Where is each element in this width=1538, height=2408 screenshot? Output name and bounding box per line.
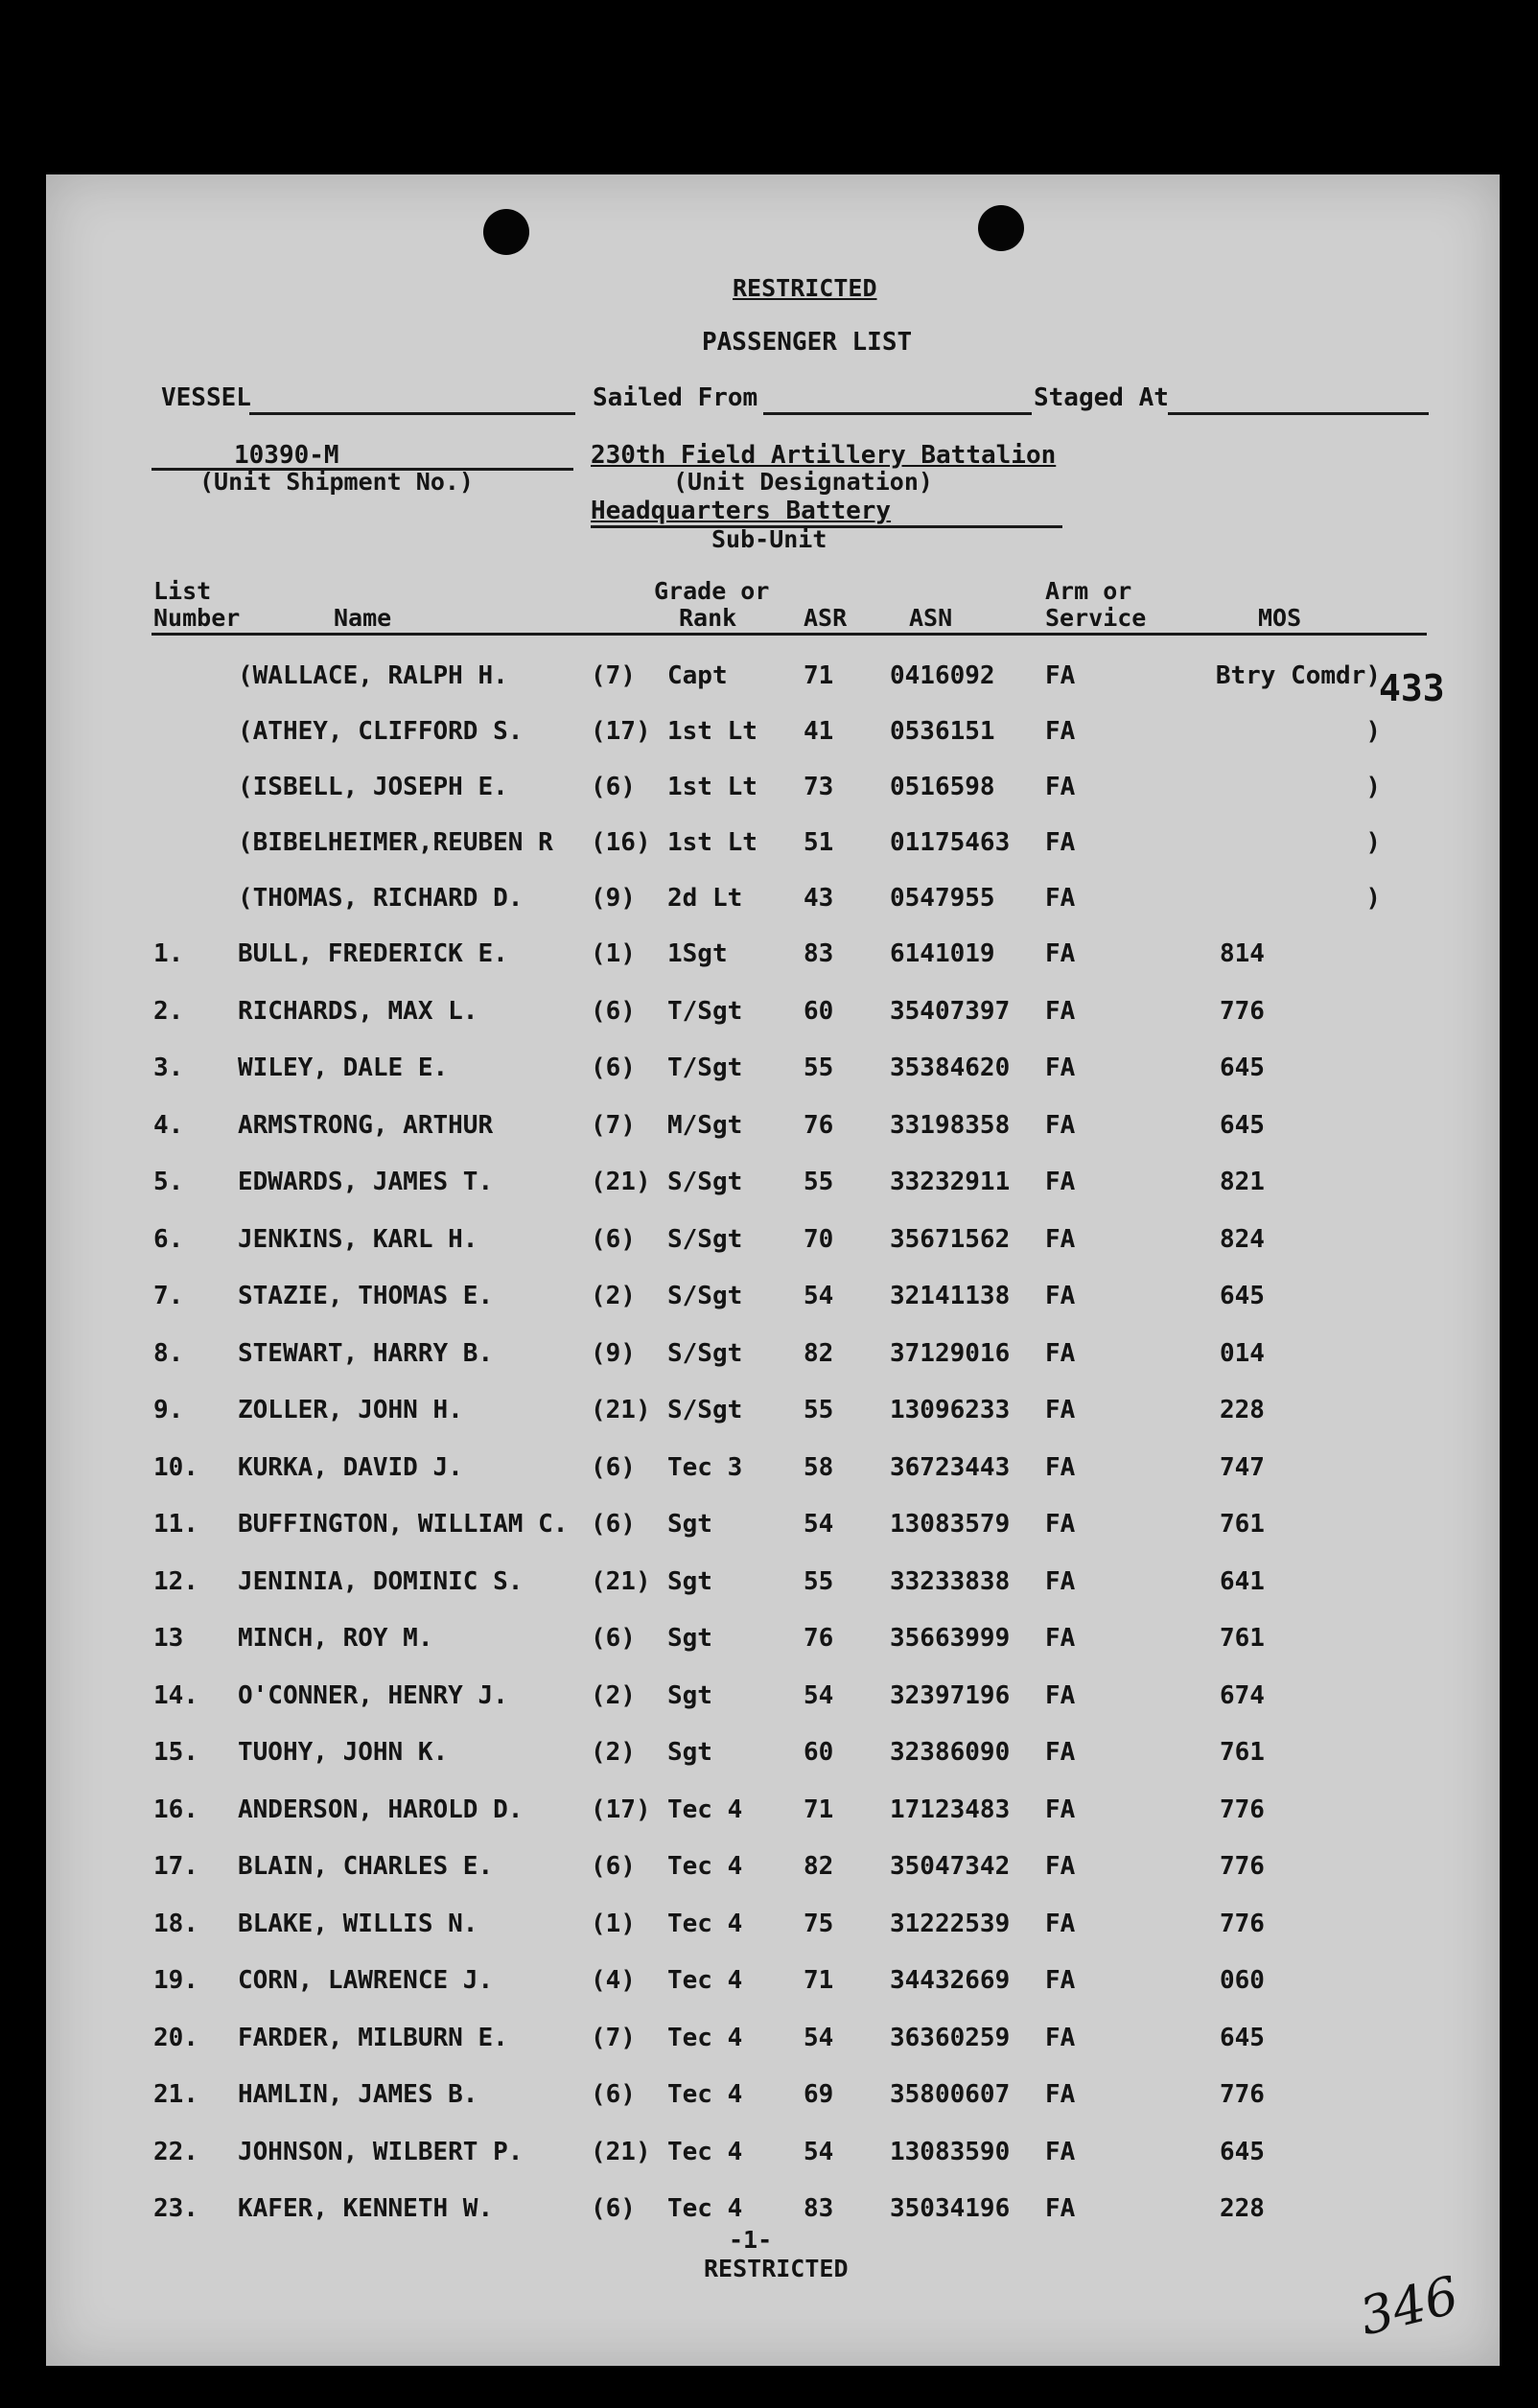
enlisted-group: (2) [591,1680,636,1710]
enlisted-asr: 83 [804,939,834,968]
enlisted-group: (4) [591,1966,636,1995]
enlisted-list-number: 6. [153,1224,184,1254]
enlisted-rank: Tec 4 [667,1966,743,1995]
enlisted-arm-service: FA [1045,996,1076,1026]
enlisted-rank: T/Sgt [667,1054,743,1082]
enlisted-row [46,1624,1500,1658]
enlisted-rank: Tec 4 [667,2080,743,2109]
enlisted-mos: 645 [1220,1282,1265,1310]
enlisted-name: BULL, FREDERICK E. [238,939,508,968]
enlisted-group: (6) [591,1054,636,1082]
enlisted-list-number: 16. [153,1794,198,1824]
enlisted-name: FARDER, MILBURN E. [238,2023,508,2052]
unit-shipment-number: 10390-M [234,441,339,470]
col-grade-1: Grade or [654,577,770,605]
officer-rank: 1st Lt [667,717,757,746]
sailed-from-field-line [763,412,1032,415]
enlisted-list-number: 15. [153,1738,198,1767]
enlisted-mos: 814 [1220,939,1265,968]
enlisted-list-number: 1. [153,939,184,968]
enlisted-asn: 6141019 [890,939,995,968]
enlisted-asn: 31222539 [890,1909,1011,1938]
enlisted-mos: 645 [1220,1054,1265,1082]
enlisted-group: (21) [591,1168,651,1196]
officer-asr: 73 [804,773,834,801]
enlisted-group: (7) [591,1110,636,1140]
officer-rank: Capt [667,661,728,690]
enlisted-asr: 54 [804,2137,834,2166]
enlisted-arm-service: FA [1045,1282,1076,1310]
enlisted-name: STAZIE, THOMAS E. [238,1282,494,1310]
enlisted-list-number: 8. [153,1338,184,1368]
side-number: 433 [1379,667,1445,709]
enlisted-mos: 645 [1220,2137,1265,2166]
enlisted-arm-service: FA [1045,1738,1076,1767]
enlisted-list-number: 22. [153,2137,198,2166]
enlisted-name: TUOHY, JOHN K. [238,1738,449,1767]
enlisted-asn: 35663999 [890,1624,1011,1653]
enlisted-list-number: 4. [153,1110,184,1140]
enlisted-arm-service: FA [1045,1338,1076,1368]
enlisted-group: (21) [591,1396,651,1424]
officer-name: (ISBELL, JOSEPH E. [238,773,508,801]
enlisted-asn: 13083590 [890,2137,1011,2166]
officer-arm-service: FA [1045,828,1076,857]
col-list-number-1: List [153,577,212,605]
enlisted-rank: 1Sgt [667,939,728,968]
enlisted-row [46,2024,1500,2058]
enlisted-row [46,1225,1500,1260]
officer-group: (16) [591,828,651,857]
enlisted-asr: 55 [804,1054,834,1082]
officer-mos: Btry Comdr) [1215,661,1381,690]
officer-arm-service: FA [1045,884,1076,913]
enlisted-rank: M/Sgt [667,1110,743,1140]
sub-unit-caption: Sub-Unit [711,525,827,553]
enlisted-rank: Tec 4 [667,2194,743,2223]
enlisted-arm-service: FA [1045,939,1076,968]
enlisted-name: KURKA, DAVID J. [238,1452,463,1482]
enlisted-row [46,1396,1500,1430]
enlisted-rank: Sgt [667,1566,712,1596]
enlisted-mos: 761 [1220,1624,1265,1653]
enlisted-row [46,2080,1500,2115]
enlisted-name: O'CONNER, HENRY J. [238,1680,508,1710]
enlisted-asn: 35034196 [890,2194,1011,2223]
officer-arm-service: FA [1045,773,1076,801]
officer-row [46,884,1500,918]
enlisted-rank: S/Sgt [667,1282,743,1310]
enlisted-group: (1) [591,939,636,968]
enlisted-asn: 34432669 [890,1966,1011,1995]
officer-rank: 1st Lt [667,828,757,857]
enlisted-group: (9) [591,1338,636,1368]
enlisted-row [46,1510,1500,1544]
enlisted-name: BUFFINGTON, WILLIAM C. [238,1510,569,1539]
enlisted-asr: 55 [804,1396,834,1424]
enlisted-asn: 32141138 [890,1282,1011,1310]
enlisted-asn: 33198358 [890,1110,1011,1140]
enlisted-rank: Tec 4 [667,1794,743,1824]
enlisted-arm-service: FA [1045,1852,1076,1881]
enlisted-row [46,997,1500,1031]
enlisted-asr: 70 [804,1224,834,1254]
officer-asn: 01175463 [890,828,1011,857]
officer-group: (17) [591,717,651,746]
page-number: -1- [729,2226,773,2254]
enlisted-group: (2) [591,1738,636,1767]
enlisted-row [46,1168,1500,1202]
enlisted-list-number: 9. [153,1396,184,1424]
enlisted-asn: 36360259 [890,2023,1011,2052]
officer-row [46,717,1500,752]
enlisted-asr: 55 [804,1566,834,1596]
enlisted-list-number: 2. [153,996,184,1026]
staged-at-field-line [1168,412,1429,415]
enlisted-asn: 35800607 [890,2080,1011,2109]
restricted-stamp-bottom: RESTRICTED [704,2255,849,2282]
enlisted-mos: 821 [1220,1168,1265,1196]
enlisted-list-number: 18. [153,1909,198,1938]
enlisted-asn: 32397196 [890,1680,1011,1710]
enlisted-asn: 32386090 [890,1738,1011,1767]
enlisted-row [46,2194,1500,2229]
col-arm-1: Arm or [1045,577,1132,605]
enlisted-group: (6) [591,1852,636,1881]
enlisted-row [46,939,1500,974]
enlisted-arm-service: FA [1045,1680,1076,1710]
punch-hole-left [483,209,529,255]
passenger-list-page [46,174,1500,2366]
enlisted-mos: 645 [1220,1110,1265,1140]
enlisted-mos: 761 [1220,1510,1265,1539]
officer-row [46,661,1500,696]
officer-asr: 71 [804,661,834,690]
enlisted-name: BLAIN, CHARLES E. [238,1852,494,1881]
enlisted-row [46,1282,1500,1316]
unit-designation-caption: (Unit Designation) [673,468,933,496]
enlisted-name: HAMLIN, JAMES B. [238,2080,478,2109]
enlisted-asr: 54 [804,1510,834,1539]
enlisted-arm-service: FA [1045,2080,1076,2109]
col-mos: MOS [1258,604,1302,632]
enlisted-rank: S/Sgt [667,1396,743,1424]
enlisted-rank: T/Sgt [667,996,743,1026]
enlisted-arm-service: FA [1045,2023,1076,2052]
enlisted-asr: 83 [804,2194,834,2223]
enlisted-arm-service: FA [1045,1966,1076,1995]
enlisted-row [46,1567,1500,1602]
enlisted-arm-service: FA [1045,1396,1076,1424]
enlisted-asr: 55 [804,1168,834,1196]
enlisted-asr: 82 [804,1338,834,1368]
enlisted-name: EDWARDS, JAMES T. [238,1168,494,1196]
enlisted-list-number: 11. [153,1510,198,1539]
enlisted-group: (2) [591,1282,636,1310]
enlisted-mos: 776 [1220,1909,1265,1938]
officer-name: (THOMAS, RICHARD D. [238,884,524,913]
enlisted-row [46,1453,1500,1488]
unit-shipment-caption: (Unit Shipment No.) [199,468,474,496]
enlisted-arm-service: FA [1045,1054,1076,1082]
enlisted-asr: 54 [804,1282,834,1310]
enlisted-asn: 33232911 [890,1168,1011,1196]
enlisted-group: (21) [591,2137,651,2166]
enlisted-asn: 13096233 [890,1396,1011,1424]
enlisted-asr: 75 [804,1909,834,1938]
officer-rank: 2d Lt [667,884,743,913]
enlisted-arm-service: FA [1045,2194,1076,2223]
vessel-field-line [249,412,575,415]
enlisted-group: (6) [591,1624,636,1653]
enlisted-asr: 71 [804,1794,834,1824]
enlisted-mos: 776 [1220,1794,1265,1824]
officer-mos: ) [1365,773,1381,801]
officer-arm-service: FA [1045,661,1076,690]
enlisted-asn: 35384620 [890,1054,1011,1082]
enlisted-mos: 776 [1220,2080,1265,2109]
enlisted-name: JOHNSON, WILBERT P. [238,2137,524,2166]
enlisted-row [46,1111,1500,1146]
enlisted-asr: 69 [804,2080,834,2109]
officer-asn: 0536151 [890,717,995,746]
officer-mos: ) [1365,884,1381,913]
officer-asn: 0516598 [890,773,995,801]
page-title: PASSENGER LIST [702,328,913,357]
enlisted-mos: 228 [1220,1396,1265,1424]
enlisted-group: (6) [591,996,636,1026]
enlisted-row [46,2138,1500,2172]
col-name: Name [334,604,392,632]
enlisted-name: JENINIA, DOMINIC S. [238,1566,524,1596]
enlisted-asn: 13083579 [890,1510,1011,1539]
enlisted-mos: 014 [1220,1338,1265,1368]
enlisted-asn: 33233838 [890,1566,1011,1596]
enlisted-arm-service: FA [1045,1452,1076,1482]
officer-rank: 1st Lt [667,773,757,801]
enlisted-rank: Tec 4 [667,1909,743,1938]
enlisted-group: (6) [591,1224,636,1254]
enlisted-mos: 761 [1220,1738,1265,1767]
enlisted-rank: Sgt [667,1624,712,1653]
enlisted-row [46,1795,1500,1830]
enlisted-rank: Tec 3 [667,1452,743,1482]
enlisted-asn: 17123483 [890,1794,1011,1824]
enlisted-name: KAFER, KENNETH W. [238,2194,494,2223]
officer-name: (WALLACE, RALPH H. [238,661,508,690]
officer-group: (9) [591,884,636,913]
enlisted-row [46,1910,1500,1944]
col-arm-2: Service [1045,604,1147,632]
staged-at-label: Staged At [1034,383,1169,412]
officer-group: (7) [591,661,636,690]
restricted-stamp-top: RESTRICTED [733,274,877,302]
enlisted-list-number: 7. [153,1282,184,1310]
sailed-from-label: Sailed From [593,383,758,412]
enlisted-arm-service: FA [1045,2137,1076,2166]
enlisted-row [46,1054,1500,1088]
enlisted-group: (6) [591,2194,636,2223]
enlisted-rank: Tec 4 [667,2023,743,2052]
enlisted-list-number: 14. [153,1680,198,1710]
enlisted-mos: 645 [1220,2023,1265,2052]
enlisted-rank: Sgt [667,1738,712,1767]
enlisted-asn: 36723443 [890,1452,1011,1482]
enlisted-asn: 35407397 [890,996,1011,1026]
enlisted-arm-service: FA [1045,1566,1076,1596]
officer-group: (6) [591,773,636,801]
enlisted-row [46,1738,1500,1772]
enlisted-group: (7) [591,2023,636,2052]
enlisted-mos: 824 [1220,1224,1265,1254]
enlisted-rank: Sgt [667,1680,712,1710]
enlisted-asr: 60 [804,1738,834,1767]
enlisted-row [46,1339,1500,1374]
enlisted-list-number: 3. [153,1054,184,1082]
enlisted-arm-service: FA [1045,1909,1076,1938]
officer-name: (BIBELHEIMER,REUBEN R [238,828,553,857]
enlisted-asn: 35047342 [890,1852,1011,1881]
handwritten-number: 346 [1353,2264,1465,2348]
enlisted-asr: 71 [804,1966,834,1995]
enlisted-group: (21) [591,1566,651,1596]
officer-asr: 41 [804,717,834,746]
enlisted-asr: 82 [804,1852,834,1881]
enlisted-group: (1) [591,1909,636,1938]
officer-asr: 51 [804,828,834,857]
officer-asn: 0416092 [890,661,995,690]
officer-row [46,773,1500,807]
enlisted-list-number: 10. [153,1452,198,1482]
enlisted-asr: 76 [804,1624,834,1653]
enlisted-name: JENKINS, KARL H. [238,1224,478,1254]
unit-designation: 230th Field Artillery Battalion [591,441,1057,470]
enlisted-name: CORN, LAWRENCE J. [238,1966,494,1995]
col-asr: ASR [804,604,848,632]
enlisted-rank: Sgt [667,1510,712,1539]
enlisted-list-number: 23. [153,2194,198,2223]
enlisted-arm-service: FA [1045,1224,1076,1254]
enlisted-asr: 76 [804,1110,834,1140]
punch-hole-right [978,205,1024,251]
enlisted-name: MINCH, ROY M. [238,1624,433,1653]
enlisted-rank: S/Sgt [667,1338,743,1368]
enlisted-group: (6) [591,1510,636,1539]
enlisted-rank: S/Sgt [667,1168,743,1196]
enlisted-list-number: 17. [153,1852,198,1881]
header-rule [151,633,1427,636]
enlisted-asr: 60 [804,996,834,1026]
enlisted-rank: S/Sgt [667,1224,743,1254]
enlisted-list-number: 12. [153,1566,198,1596]
enlisted-asr: 58 [804,1452,834,1482]
enlisted-mos: 060 [1220,1966,1265,1995]
enlisted-mos: 228 [1220,2194,1265,2223]
enlisted-mos: 776 [1220,996,1265,1026]
officer-mos: ) [1365,828,1381,857]
enlisted-name: BLAKE, WILLIS N. [238,1909,478,1938]
officer-arm-service: FA [1045,717,1076,746]
vessel-label: VESSEL [161,383,251,412]
enlisted-arm-service: FA [1045,1110,1076,1140]
enlisted-list-number: 19. [153,1966,198,1995]
officer-row [46,828,1500,863]
col-asn: ASN [909,604,953,632]
col-list-number-2: Number [153,604,241,632]
enlisted-name: STEWART, HARRY B. [238,1338,494,1368]
enlisted-asn: 37129016 [890,1338,1011,1368]
enlisted-mos: 674 [1220,1680,1265,1710]
enlisted-rank: Tec 4 [667,1852,743,1881]
officer-mos: ) [1365,717,1381,746]
enlisted-mos: 641 [1220,1566,1265,1596]
enlisted-name: WILEY, DALE E. [238,1054,449,1082]
enlisted-arm-service: FA [1045,1794,1076,1824]
enlisted-name: ZOLLER, JOHN H. [238,1396,463,1424]
enlisted-mos: 747 [1220,1452,1265,1482]
enlisted-list-number: 13 [153,1624,184,1653]
officer-name: (ATHEY, CLIFFORD S. [238,717,524,746]
enlisted-rank: Tec 4 [667,2137,743,2166]
sub-unit: Headquarters Battery [591,497,892,525]
enlisted-asn: 35671562 [890,1224,1011,1254]
enlisted-list-number: 5. [153,1168,184,1196]
enlisted-list-number: 21. [153,2080,198,2109]
enlisted-row [46,1852,1500,1887]
enlisted-group: (17) [591,1794,651,1824]
enlisted-name: RICHARDS, MAX L. [238,996,478,1026]
enlisted-mos: 776 [1220,1852,1265,1881]
enlisted-asr: 54 [804,2023,834,2052]
enlisted-group: (6) [591,2080,636,2109]
enlisted-arm-service: FA [1045,1624,1076,1653]
enlisted-asr: 54 [804,1680,834,1710]
enlisted-group: (6) [591,1452,636,1482]
enlisted-row [46,1966,1500,2001]
enlisted-name: ANDERSON, HAROLD D. [238,1794,524,1824]
enlisted-arm-service: FA [1045,1168,1076,1196]
officer-asr: 43 [804,884,834,913]
enlisted-row [46,1681,1500,1716]
enlisted-arm-service: FA [1045,1510,1076,1539]
enlisted-list-number: 20. [153,2023,198,2052]
enlisted-name: ARMSTRONG, ARTHUR [238,1110,494,1140]
officer-asn: 0547955 [890,884,995,913]
col-grade-2: Rank [679,604,737,632]
